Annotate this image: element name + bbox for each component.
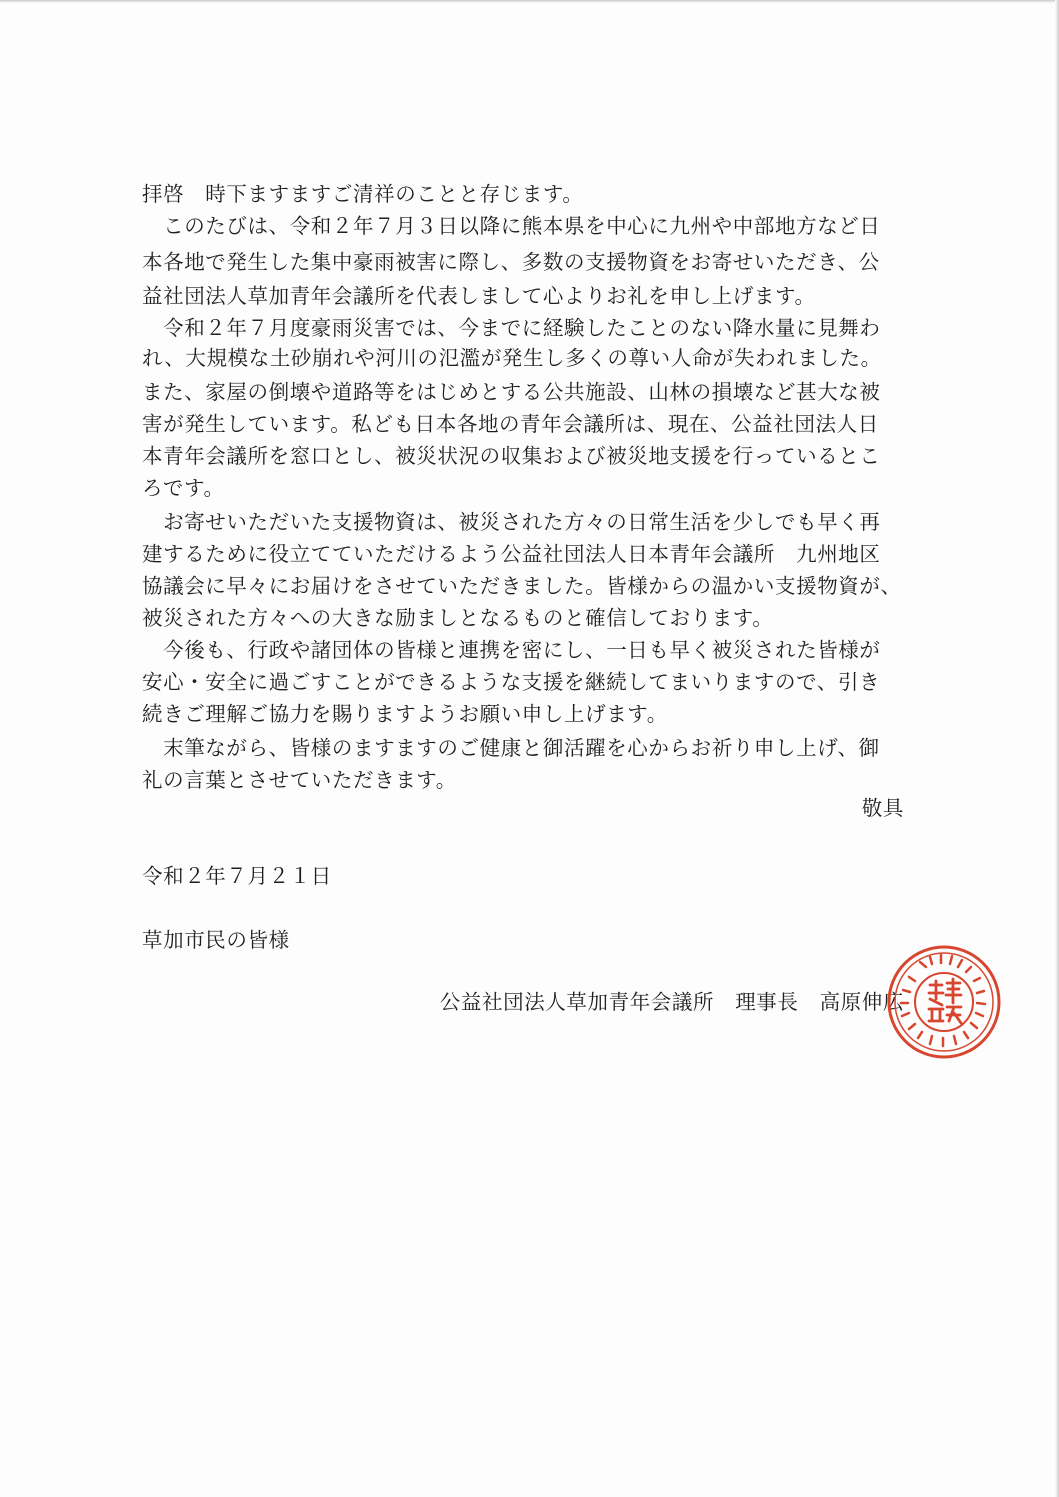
- letter-addressee: 草加市民の皆様: [142, 928, 290, 952]
- body-line: 協議会に早々にお届けをさせていただきました。皆様からの温かい支援物資が、: [142, 574, 902, 598]
- body-line: 本各地で発生した集中豪雨被害に際し、多数の支援物資をお寄せいただき、公: [142, 250, 880, 274]
- body-line: 被災された方々への大きな励ましとなるものと確信しております。: [142, 606, 774, 630]
- body-line: 害が発生しています。私ども日本各地の青年会議所は、現在、公益社団法人日: [142, 412, 879, 436]
- seal-mark: [889, 947, 999, 1057]
- body-line: ろです。: [142, 476, 225, 500]
- body-line: 今後も、行政や諸団体の皆様と連携を密にし、一日も早く被災された皆様が: [142, 638, 881, 662]
- scan-edge-top: [0, 0, 1059, 3]
- body-line: このたびは、令和２年７月３日以降に熊本県を中心に九州や中部地方など日: [142, 214, 881, 238]
- body-line: 益社団法人草加青年会議所を代表しまして心よりお礼を申し上げます。: [142, 284, 816, 308]
- greeting-line: 拝啓 時下ますますご清祥のことと存じます。: [142, 182, 584, 206]
- scan-edge-right: [1055, 0, 1059, 1497]
- body-line: 末筆ながら、皆様のますますのご健康と御活躍を心からお祈り申し上げ、御: [142, 736, 880, 760]
- body-line: れ、大規模な土砂崩れや河川の氾濫が発生し多くの尊い人命が失われました。: [142, 346, 882, 370]
- letter-signature: 公益社団法人草加青年会議所 理事長 高原伸広: [439, 990, 904, 1014]
- body-line: お寄せいただいた支援物資は、被災された方々の日常生活を少しでも早く再: [142, 510, 881, 534]
- body-line: 続きご理解ご協力を賜りますようお願い申し上げます。: [142, 702, 668, 726]
- body-line: 令和２年７月度豪雨災害では、今までに経験したことのない降水量に見舞わ: [142, 316, 881, 340]
- body-line: 礼の言葉とさせていただきます。: [142, 768, 457, 792]
- body-line: 本青年会議所を窓口とし、被災状況の収集および被災地支援を行っているとこ: [142, 444, 881, 468]
- closing-word: 敬具: [861, 796, 904, 820]
- letter-date: 令和２年７月２１日: [142, 864, 332, 888]
- body-line: 安心・安全に過ごすことができるような支援を継続してまいりますので、引き: [142, 670, 881, 694]
- body-line: また、家屋の倒壊や道路等をはじめとする公共施設、山林の損壊など甚大な被: [142, 380, 881, 404]
- official-seal: [885, 943, 1003, 1061]
- body-line: 建するために役立てていただけるよう公益社団法人日本青年会議所 九州地区: [142, 542, 881, 566]
